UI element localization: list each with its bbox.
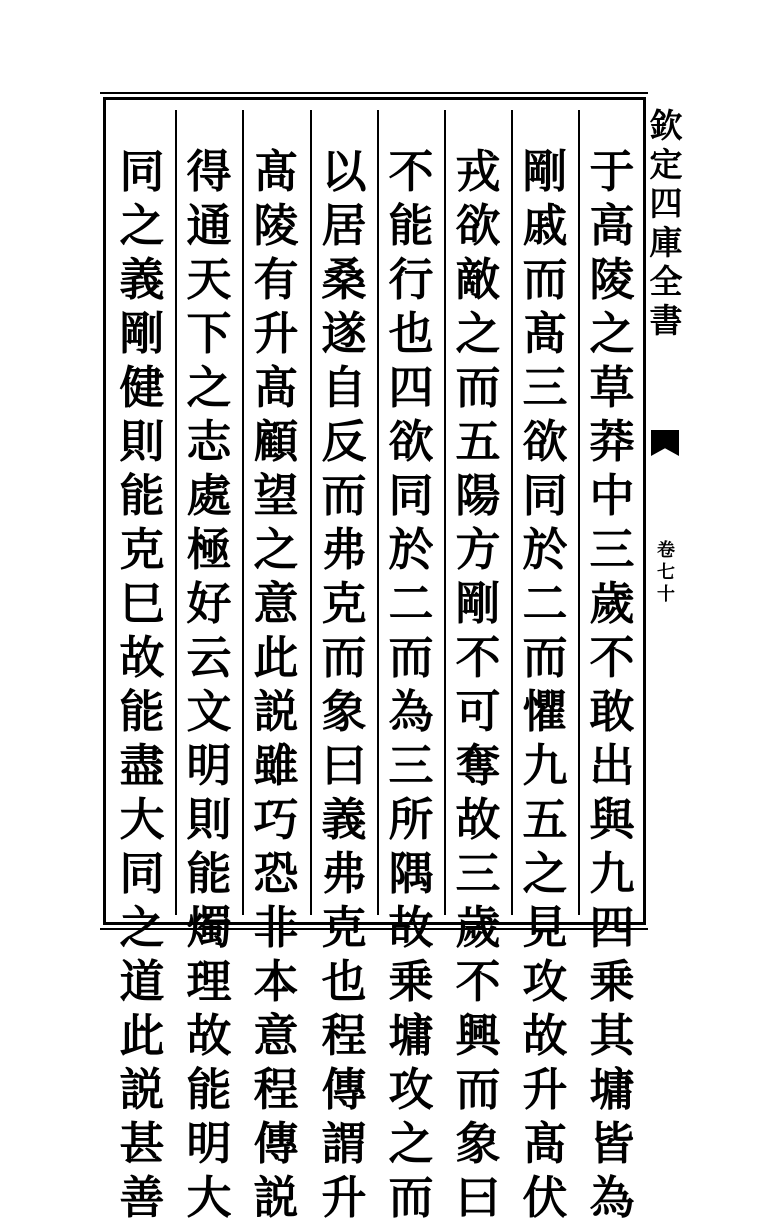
text-character: 陵 xyxy=(253,199,299,252)
text-character: 理 xyxy=(186,955,232,1008)
frame-right-rule xyxy=(643,97,646,925)
top-rule xyxy=(100,92,648,94)
text-character: 懼 xyxy=(522,685,568,738)
text-column-2 xyxy=(515,145,575,1225)
text-character: 意 xyxy=(253,577,299,630)
text-character: 極 xyxy=(186,523,232,576)
text-character: 中 xyxy=(589,469,635,522)
text-character: 而 xyxy=(455,1063,501,1116)
text-character: 下 xyxy=(186,307,232,360)
text-character: 之 xyxy=(119,901,165,954)
text-character: 善 xyxy=(119,1171,165,1224)
text-column-6 xyxy=(246,145,306,1225)
text-character: 戎 xyxy=(455,145,501,198)
text-character: 於 xyxy=(388,523,434,576)
text-character: 歲 xyxy=(589,577,635,630)
text-character: 恐 xyxy=(253,847,299,900)
text-character: 為 xyxy=(388,685,434,738)
text-character: 此 xyxy=(253,631,299,684)
text-character: 文 xyxy=(186,685,232,738)
column-rule xyxy=(511,110,513,915)
margin-character: 全 xyxy=(649,262,683,301)
text-character: 欲 xyxy=(522,415,568,468)
text-character: 傳 xyxy=(253,1117,299,1170)
text-character: 故 xyxy=(388,901,434,954)
text-character: 升 xyxy=(321,1171,367,1224)
text-character: 反 xyxy=(321,415,367,468)
text-character: 巧 xyxy=(253,793,299,846)
text-character: 墉 xyxy=(589,1063,635,1116)
text-character: 此 xyxy=(119,1009,165,1062)
text-character: 之 xyxy=(455,307,501,360)
text-character: 意 xyxy=(253,1009,299,1062)
text-character: 曰 xyxy=(455,1171,501,1224)
text-character: 陵 xyxy=(589,253,635,306)
text-character: 也 xyxy=(388,307,434,360)
text-character: 燭 xyxy=(186,901,232,954)
text-character: 陽 xyxy=(455,469,501,522)
text-character: 為 xyxy=(589,1171,635,1224)
text-character: 草 xyxy=(589,361,635,414)
text-character: 克 xyxy=(321,577,367,630)
text-character: 敢 xyxy=(589,685,635,738)
text-character: 之 xyxy=(589,307,635,360)
text-character: 故 xyxy=(455,793,501,846)
text-character: 克 xyxy=(119,523,165,576)
text-character: 則 xyxy=(119,415,165,468)
text-character: 説 xyxy=(119,1063,165,1116)
text-character: 克 xyxy=(321,901,367,954)
text-character: 奪 xyxy=(455,739,501,792)
text-character: 健 xyxy=(119,361,165,414)
text-character: 説 xyxy=(253,685,299,738)
text-character: 欲 xyxy=(388,415,434,468)
text-character: 三 xyxy=(388,739,434,792)
text-character: 可 xyxy=(455,685,501,738)
text-character: 本 xyxy=(253,955,299,1008)
text-character: 同 xyxy=(119,847,165,900)
text-character: 好 xyxy=(186,577,232,630)
text-character: 程 xyxy=(321,1009,367,1062)
text-character: 皆 xyxy=(589,1117,635,1170)
text-character: 明 xyxy=(186,1117,232,1170)
text-character: 三 xyxy=(589,523,635,576)
text-character: 通 xyxy=(186,199,232,252)
text-character: 天 xyxy=(186,253,232,306)
text-character: 伏 xyxy=(522,1171,568,1224)
text-column-3 xyxy=(448,145,508,1225)
page-margin xyxy=(647,100,685,925)
text-character: 欲 xyxy=(455,199,501,252)
text-character: 桑 xyxy=(321,253,367,306)
column-rule xyxy=(377,110,379,915)
text-character: 大 xyxy=(186,1171,232,1224)
column-rule xyxy=(444,110,446,915)
text-character: 能 xyxy=(388,199,434,252)
text-column-5 xyxy=(314,145,374,1225)
text-character: 行 xyxy=(388,253,434,306)
text-character: 能 xyxy=(119,685,165,738)
text-character: 隅 xyxy=(388,847,434,900)
text-character: 象 xyxy=(455,1117,501,1170)
volume-number xyxy=(653,540,679,606)
text-character: 不 xyxy=(455,955,501,1008)
margin-character: 庫 xyxy=(649,223,683,262)
text-character: 弗 xyxy=(321,523,367,576)
text-character: 雖 xyxy=(253,739,299,792)
text-character: 明 xyxy=(186,739,232,792)
text-character: 巳 xyxy=(119,577,165,630)
margin-character: 書 xyxy=(649,301,683,340)
text-character: 故 xyxy=(522,1009,568,1062)
text-character: 髙 xyxy=(253,145,299,198)
text-character: 而 xyxy=(321,469,367,522)
text-character: 故 xyxy=(119,631,165,684)
text-character: 曰 xyxy=(321,739,367,792)
text-character: 而 xyxy=(522,253,568,306)
text-character: 剛 xyxy=(455,577,501,630)
text-character: 同 xyxy=(119,145,165,198)
text-character: 不 xyxy=(388,145,434,198)
text-character: 髙 xyxy=(253,361,299,414)
text-character: 能 xyxy=(186,1063,232,1116)
text-character: 之 xyxy=(186,361,232,414)
text-character: 之 xyxy=(522,847,568,900)
text-character: 升 xyxy=(522,1063,568,1116)
column-rule xyxy=(578,110,580,915)
text-character: 九 xyxy=(589,847,635,900)
text-character: 之 xyxy=(119,199,165,252)
text-character: 高 xyxy=(589,199,635,252)
text-character: 則 xyxy=(186,793,232,846)
text-character: 故 xyxy=(186,1009,232,1062)
text-column-8 xyxy=(112,145,172,1225)
text-character: 墉 xyxy=(388,1009,434,1062)
text-character: 有 xyxy=(253,253,299,306)
text-character: 謂 xyxy=(321,1117,367,1170)
text-character: 以 xyxy=(321,145,367,198)
text-character: 得 xyxy=(186,145,232,198)
text-character: 九 xyxy=(522,739,568,792)
column-rule xyxy=(242,110,244,915)
text-character: 志 xyxy=(186,415,232,468)
text-character: 見 xyxy=(522,901,568,954)
text-character: 大 xyxy=(119,793,165,846)
text-character: 攻 xyxy=(522,955,568,1008)
text-character: 傳 xyxy=(321,1063,367,1116)
text-column-4 xyxy=(381,145,441,1225)
text-character: 剛 xyxy=(522,145,568,198)
margin-character: 七 xyxy=(657,562,675,583)
text-character: 髙 xyxy=(522,307,568,360)
text-character: 自 xyxy=(321,361,367,414)
text-character: 歲 xyxy=(455,901,501,954)
text-column-1 xyxy=(582,145,642,1225)
margin-character: 卷 xyxy=(657,540,675,561)
text-character: 同 xyxy=(522,469,568,522)
text-character: 處 xyxy=(186,469,232,522)
text-character: 而 xyxy=(388,1171,434,1224)
text-character: 四 xyxy=(589,901,635,954)
text-character: 象 xyxy=(321,685,367,738)
text-character: 盡 xyxy=(119,739,165,792)
fishtail-mark-icon xyxy=(651,430,679,456)
text-character: 戚 xyxy=(522,199,568,252)
text-character: 而 xyxy=(388,631,434,684)
column-rule xyxy=(310,110,312,915)
text-character: 二 xyxy=(522,577,568,630)
text-character: 之 xyxy=(253,523,299,576)
text-character: 與 xyxy=(589,793,635,846)
text-character: 義 xyxy=(119,253,165,306)
text-character: 能 xyxy=(119,469,165,522)
text-character: 所 xyxy=(388,793,434,846)
margin-character: 十 xyxy=(657,584,675,605)
text-character: 剛 xyxy=(119,307,165,360)
text-character: 也 xyxy=(321,955,367,1008)
text-column-7 xyxy=(179,145,239,1225)
text-character: 同 xyxy=(388,469,434,522)
text-character: 髙 xyxy=(522,1117,568,1170)
text-character: 攻 xyxy=(388,1063,434,1116)
text-character: 三 xyxy=(455,847,501,900)
text-character: 之 xyxy=(388,1117,434,1170)
text-character: 不 xyxy=(455,631,501,684)
text-character: 顧 xyxy=(253,415,299,468)
text-character: 出 xyxy=(589,739,635,792)
text-character: 非 xyxy=(253,901,299,954)
book-title xyxy=(649,106,683,340)
text-character: 敵 xyxy=(455,253,501,306)
margin-character: 欽 xyxy=(649,106,683,145)
text-character: 説 xyxy=(253,1171,299,1224)
text-character: 居 xyxy=(321,199,367,252)
text-character: 弗 xyxy=(321,847,367,900)
margin-character: 定 xyxy=(649,145,683,184)
text-character: 莽 xyxy=(589,415,635,468)
text-character: 于 xyxy=(589,145,635,198)
column-rule xyxy=(175,110,177,915)
text-character: 五 xyxy=(522,793,568,846)
text-character: 而 xyxy=(321,631,367,684)
text-character: 其 xyxy=(589,1009,635,1062)
text-character: 而 xyxy=(522,631,568,684)
text-character: 升 xyxy=(253,307,299,360)
text-character: 四 xyxy=(388,361,434,414)
text-character: 乗 xyxy=(589,955,635,1008)
text-character: 二 xyxy=(388,577,434,630)
text-character: 興 xyxy=(455,1009,501,1062)
text-character: 望 xyxy=(253,469,299,522)
text-character: 云 xyxy=(186,631,232,684)
text-character: 甚 xyxy=(119,1117,165,1170)
text-character: 於 xyxy=(522,523,568,576)
text-character: 道 xyxy=(119,955,165,1008)
text-character: 遂 xyxy=(321,307,367,360)
text-character: 義 xyxy=(321,793,367,846)
text-character: 三 xyxy=(522,361,568,414)
text-character: 能 xyxy=(186,847,232,900)
text-character: 方 xyxy=(455,523,501,576)
text-character: 五 xyxy=(455,415,501,468)
margin-character: 四 xyxy=(649,184,683,223)
text-character: 程 xyxy=(253,1063,299,1116)
text-character: 而 xyxy=(455,361,501,414)
text-character: 不 xyxy=(589,631,635,684)
text-character: 乗 xyxy=(388,955,434,1008)
